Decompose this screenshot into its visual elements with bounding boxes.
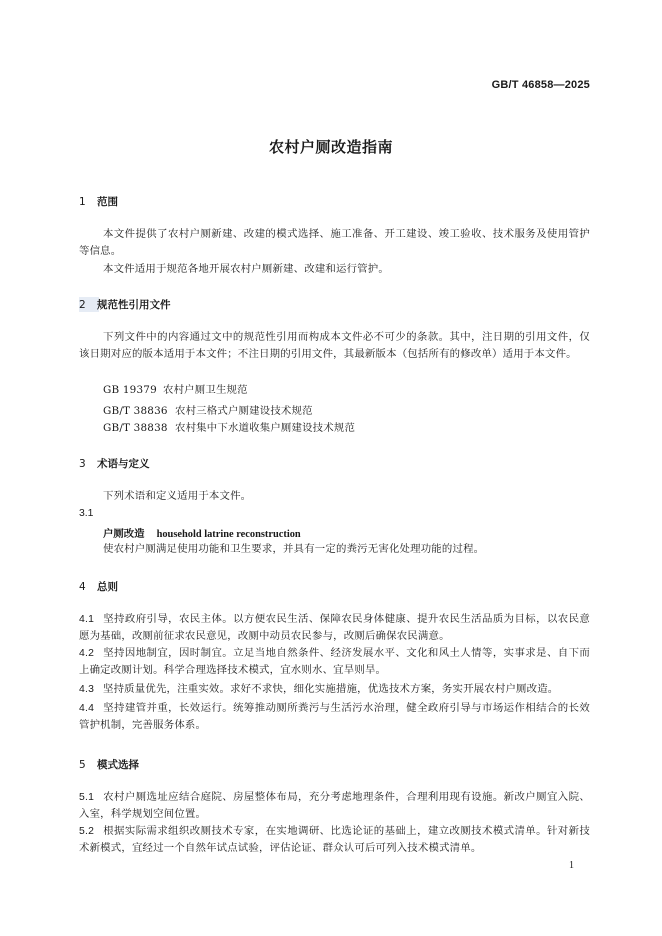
clause-4-4 (79, 700, 590, 734)
reference-code: GB/T 38836 (103, 405, 168, 417)
term-definition: 使农村户厕满足使用功能和卫生要求，并具有一定的粪污无害化处理功能的过程。 (103, 543, 485, 555)
section-4-heading (79, 579, 118, 594)
clause-text: 坚持因地制宜，因时制宜。立足当地自然条件、经济发展水平、文化和风土人情等，实事求是、自下而上确定改厕计划。科学合理选择技术模式，宜水则水、宜旱则旱。 (79, 647, 590, 676)
clause-text: 坚持政府引导，农民主体。以方便农民生活、保障农民身体健康、提升农民生活品质为目标，以农民意愿为基础，改厕前征求农民意见，改厕中动员农民参与，改厕后确保农民满意。 (79, 613, 590, 642)
section-number: 1 (79, 196, 86, 208)
clause-number: 4.2 (79, 648, 95, 659)
term-entry (103, 525, 301, 540)
clause-text: 坚持建管并重，长效运行。统筹推动厕所粪污与生活污水治理，健全政府引导与市场运作相结合的长效管护机制，完善服务体系。 (79, 702, 590, 731)
clause-4-1 (79, 611, 590, 645)
clause-5-1 (79, 789, 590, 823)
reference-name: 农村户厕卫生规范 (163, 384, 248, 396)
section-1-heading (79, 194, 118, 209)
clause-number: 4.1 (79, 614, 95, 625)
reference-code: GB/T 38838 (103, 422, 168, 434)
clause-4-2 (79, 645, 590, 679)
section-5-heading (79, 757, 139, 772)
section-title: 术语与定义 (97, 458, 150, 470)
reference-item (103, 402, 313, 417)
reference-name: 农村集中下水道收集户厕建设技术规范 (175, 422, 356, 434)
section-2-heading (79, 297, 171, 312)
clause-number: 4.3 (79, 684, 95, 695)
clause-5-2 (79, 823, 590, 857)
document-title: 农村户厕改造指南 (268, 138, 393, 156)
clause-text: 根据实际需求组织改厕技术专家，在实地调研、比选论证的基础上，建立改厕技术模式清单。针对新技术新模式，宜经过一个自然年试点试验，评估论证、群众认可后可列入技术模式清单。 (79, 825, 590, 854)
reference-item (103, 381, 248, 396)
section-1-paragraph-2: 本文件适用于规范各地开展农村户厕新建、改建和运行管护。 (103, 263, 389, 275)
section-number: 2 (79, 299, 86, 311)
section-title: 范围 (97, 196, 118, 208)
section-title: 总则 (97, 581, 118, 593)
reference-name: 农村三格式户厕建设技术规范 (175, 405, 313, 417)
reference-item (103, 419, 355, 434)
section-title: 模式选择 (97, 759, 139, 771)
section-number: 4 (79, 581, 86, 593)
clause-number: 5.2 (79, 826, 95, 837)
clause-number: 5.1 (79, 792, 95, 803)
standard-number: GB/T 46858—2025 (491, 79, 590, 91)
clause-text: 农村户厕选址应结合庭院、房屋整体布局，充分考虑地理条件，合理利用现有设施。新改户厕宜入院、入室，科学规划空间位置。 (79, 791, 590, 820)
term-number: 3.1 (79, 508, 94, 519)
section-title: 规范性引用文件 (97, 299, 171, 311)
section-3-paragraph-1: 下列术语和定义适用于本文件。 (103, 490, 252, 502)
term-chinese: 户厕改造 (103, 528, 145, 540)
clause-number: 4.4 (79, 703, 95, 714)
clause-4-3 (79, 681, 590, 698)
page-number: 1 (569, 860, 574, 871)
reference-code: GB 19379 (103, 384, 157, 396)
section-3-heading (79, 456, 150, 471)
clause-text: 坚持质量优先，注重实效。求好不求快，细化实施措施，优选技术方案，务实开展农村户厕改造。 (103, 683, 559, 695)
section-number: 3 (79, 458, 86, 470)
term-english: household latrine reconstruction (156, 529, 301, 540)
section-number: 5 (79, 759, 86, 771)
section-2-paragraph-1: 下列文件中的内容通过文中的规范性引用而构成本文件必不可少的条款。其中，注日期的引用文件，仅该日期对应的版本适用于本文件；不注日期的引用文件，其最新版本（包括所有的修改单）适用于本文件。 (79, 331, 590, 360)
section-1-paragraph-1: 本文件提供了农村户厕新建、改建的模式选择、施工准备、开工建设、竣工验收、技术服务及使用管护等信息。 (79, 228, 590, 257)
